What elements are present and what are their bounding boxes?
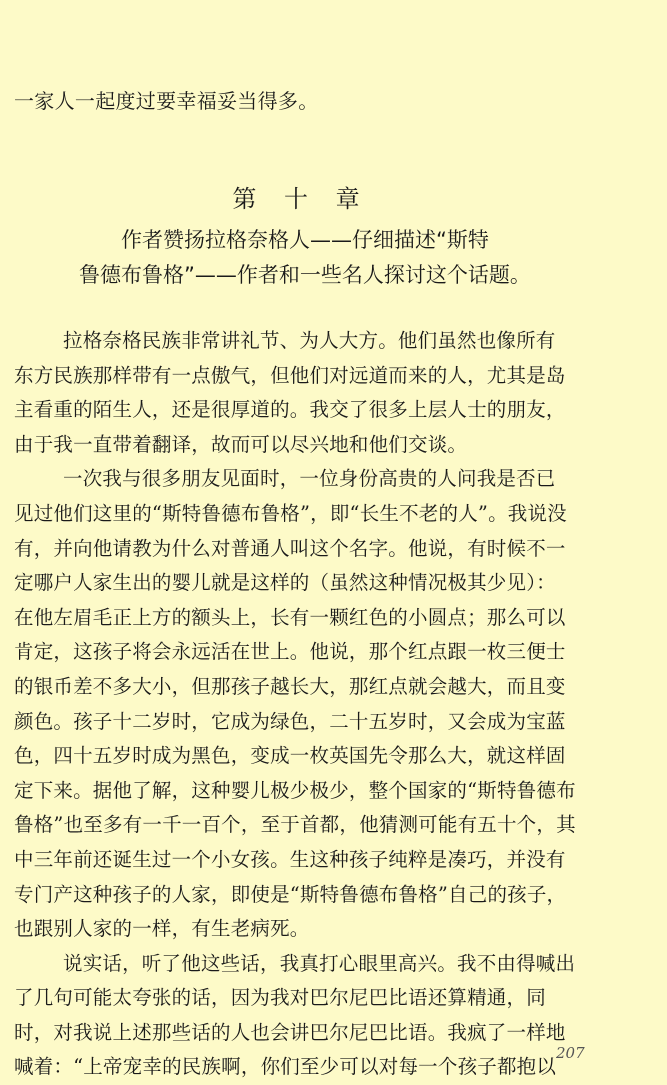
paragraph-line: 鲁格”也至多有一千一百个，至于首都，他猜测可能有五十个，其 xyxy=(14,813,576,837)
paragraph-line: 的银币差不多大小，但那孩子越长大，那红点就会越大，而且变 xyxy=(14,674,566,698)
paragraph-line: 主看重的陌生人，还是很厚道的。我交了很多上层人士的朋友， xyxy=(14,398,566,422)
paragraph-line: 定哪户人家生出的婴儿就是这样的（虽然这种情况极其少见）： xyxy=(14,571,556,595)
chapter-subtitle-line-1: 作者赞扬拉格奈格人——仔细描述“斯特 xyxy=(121,228,489,252)
paragraph-line: 拉格奈格民族非常讲礼节、为人大方。他们虽然也像所有 xyxy=(63,329,556,352)
paragraph-line: 喊着：“上帝宠幸的民族啊，你们至少可以对每一个孩子都抱以 xyxy=(14,1055,557,1079)
paragraph-line: 见过他们这里的“斯特鲁德布鲁格”，即“长生不老的人”。我说没 xyxy=(14,501,567,525)
paragraph-line: 色，四十五岁时成为黑色，变成一枚英国先令那么大，就这样固 xyxy=(14,744,566,768)
paragraph-line: 也跟别人家的一样，有生老病死。 xyxy=(14,917,310,941)
paragraph-line: 定下来。据他了解，这种婴儿极少极少，整个国家的“斯特鲁德布 xyxy=(14,778,576,802)
paragraph-line: 在他左眉毛正上方的额头上，长有一颗红色的小圆点；那么可以 xyxy=(14,605,566,629)
paragraph-line: 专门产这种孩子的人家，即使是“斯特鲁德布鲁格”自己的孩子， xyxy=(14,882,567,906)
page-number: 207 xyxy=(556,1044,585,1062)
paragraph-line: 中三年前还诞生过一个小女孩。生这种孩子纯粹是凑巧，并没有 xyxy=(14,847,566,871)
paragraph-line: 时，对我说上述那些话的人也会讲巴尔尼巴比语。我疯了一样地 xyxy=(14,1020,566,1044)
paragraph-line: 说实话，听了他这些话，我真打心眼里高兴。我不由得喊出 xyxy=(63,951,576,975)
paragraph-line: 颜色。孩子十二岁时，它成为绿色，二十五岁时，又会成为宝蓝 xyxy=(14,709,566,733)
paragraph-line: 了几句可能太夸张的话，因为我对巴尔尼巴比语还算精通，同 xyxy=(14,986,546,1010)
paragraph-line: 有，并向他请教为什么对普通人叫这个名字。他说，有时候不一 xyxy=(14,536,566,560)
opening-line: 一家人一起度过要幸福妥当得多。 xyxy=(14,89,319,113)
paragraph-line: 由于我一直带着翻译，故而可以尽兴地和他们交谈。 xyxy=(14,432,468,456)
body-text xyxy=(14,324,604,1085)
paragraph-line: 肯定，这孩子将会永远活在世上。他说，那个红点跟一枚三便士 xyxy=(14,640,566,664)
paragraph-line: 一次我与很多朋友见面时，一位身份高贵的人问我是否已 xyxy=(63,467,556,491)
paragraph-line: 东方民族那样带有一点傲气，但他们对远道而来的人，尤其是岛 xyxy=(14,363,566,387)
chapter-title: 第 十 章 xyxy=(232,185,370,213)
chapter-subtitle-line-2: 鲁德布鲁格”——作者和一些名人探讨这个话题。 xyxy=(79,263,531,287)
